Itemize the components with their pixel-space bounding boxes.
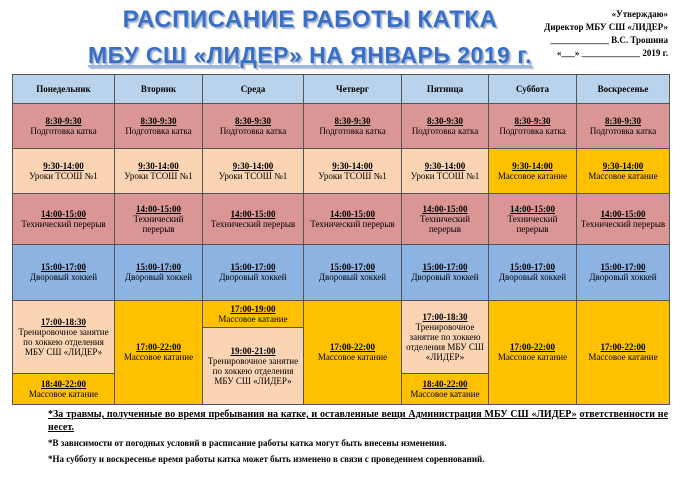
schedule-cell (13, 373, 115, 404)
cell-text: Подготовка катка (125, 126, 192, 137)
cell-text: Массовое катание (410, 388, 480, 399)
cell-text: Подготовка катка (219, 126, 287, 137)
schedule-cell (489, 300, 577, 404)
schedule-cell (203, 194, 304, 245)
cell-text: Подготовка катка (319, 126, 386, 137)
schedule-cell (304, 149, 402, 194)
cell-time: 17:00-22:00 (600, 342, 646, 353)
cell-text: Уроки ТСОШ №1 (29, 171, 98, 182)
day-header-saturday: Суббота (489, 75, 577, 104)
schedule-cell (304, 245, 402, 300)
day-header-tuesday: Вторник (115, 75, 203, 104)
cell-time: 14:00-15:00 (510, 204, 555, 215)
note-injuries (48, 408, 668, 434)
schedule-cell (489, 149, 577, 194)
cell-time: 8:30-9:30 (427, 116, 463, 127)
cell-time: 9:30-14:00 (232, 161, 274, 172)
schedule-cell (203, 104, 304, 149)
cell-text: Массовое катание (588, 352, 658, 363)
schedule-cell (402, 149, 489, 194)
cell-text: Массовое катание (28, 388, 99, 399)
cell-text: Технический перерыв (580, 219, 666, 230)
schedule-cell (203, 300, 304, 327)
cell-time: 9:30-14:00 (43, 161, 84, 172)
schedule-cell (577, 300, 670, 404)
schedule-cell (115, 149, 203, 194)
schedule-cell (489, 104, 577, 149)
cell-time: 8:30-9:30 (605, 116, 641, 127)
cell-text: Технический перерыв (133, 214, 184, 235)
note-weekend: *На субботу и воскресенье время работы катка может быть изменено в связи с проведением соревнований. (48, 454, 485, 464)
cell-time: 17:00-22:00 (136, 342, 181, 353)
cell-time: 8:30-9:30 (140, 116, 177, 127)
cell-text: Технический перерыв (21, 219, 106, 230)
table-row-break (13, 194, 670, 245)
cell-time: 15:00-17:00 (510, 262, 555, 273)
cell-text: Дворовый хоккей (411, 272, 479, 283)
cell-time: 15:00-17:00 (230, 262, 276, 273)
cell-text: Тренировочное занятие по хоккею отделения МБУ СШ «ЛИДЕР» (406, 321, 484, 362)
schedule-cell (203, 327, 304, 404)
cell-time: 14:00-15:00 (230, 209, 276, 220)
approval-line-1: «Утверждаю» (611, 9, 668, 19)
cell-time: 8:30-9:30 (514, 116, 551, 127)
cell-text: Тренировочное занятие по хоккею отделения МБУ СШ «ЛИДЕР» (18, 326, 109, 357)
cell-text: Массовое катание (497, 352, 568, 363)
note-injuries-part2: ответственности не несет. (48, 409, 669, 433)
schedule-cell (13, 300, 115, 373)
table-header-row (13, 75, 670, 104)
cell-time: 15:00-17:00 (41, 262, 86, 273)
schedule-cell (13, 104, 115, 149)
cell-time: 14:00-15:00 (422, 204, 468, 215)
cell-time: 14:00-15:00 (136, 204, 181, 215)
day-header-thursday: Четверг (304, 75, 402, 104)
schedule-cell (203, 245, 304, 300)
cell-time: 18:40-22:00 (41, 378, 86, 389)
schedule-cell (13, 245, 115, 300)
cell-time: 14:00-15:00 (600, 209, 646, 220)
schedule-cell (115, 194, 203, 245)
approval-line-3: _____________ В.С. Трошина (550, 35, 668, 45)
cell-text: Подготовка катка (30, 126, 97, 137)
schedule-cell (577, 149, 670, 194)
cell-text: Тренировочное занятие по хоккею отделения МБУ СШ «ЛИДЕР» (207, 355, 299, 386)
cell-text: Массовое катание (588, 171, 658, 182)
cell-time: 9:30-14:00 (332, 161, 373, 172)
cell-time: 17:00-18:30 (422, 311, 468, 322)
page-subtitle: МБУ СШ «ЛИДЕР» НА ЯНВАРЬ 2019 г. (88, 42, 532, 68)
notes-block (48, 408, 668, 466)
schedule-cell (577, 245, 670, 300)
note-injuries-part1: *За травмы, полученные во время пребывания на катке, и оставленные вещи Администрация МБУ СШ «ЛИДЕР» (48, 409, 577, 420)
day-header-wednesday: Среда (203, 75, 304, 104)
schedule-cell (115, 245, 203, 300)
cell-text: Технический перерыв (507, 214, 558, 235)
schedule-cell (489, 194, 577, 245)
table-row-school (13, 149, 670, 194)
cell-time: 9:30-14:00 (424, 161, 466, 172)
cell-time: 17:00-22:00 (330, 342, 375, 353)
approval-line-4: «___» _____________ 2019 г. (556, 48, 668, 58)
cell-time: 9:30-14:00 (138, 161, 179, 172)
schedule-cell (304, 104, 402, 149)
schedule-cell (402, 300, 489, 373)
schedule-cell (402, 245, 489, 300)
cell-text: Массовое катание (317, 352, 388, 363)
schedule-cell (304, 300, 402, 404)
cell-text: Массовое катание (497, 171, 568, 182)
note-weather: *В зависимости от погодных условий в расписание работы катка могут быть внесены изменения. (48, 438, 447, 448)
schedule-cell (13, 149, 115, 194)
cell-time: 15:00-17:00 (330, 262, 375, 273)
cell-text: Подготовка катка (411, 126, 479, 137)
cell-time: 9:30-14:00 (512, 161, 553, 172)
approval-block (492, 8, 668, 60)
cell-text: Технический перерыв (210, 219, 296, 230)
schedule-cell (402, 104, 489, 149)
schedule-cell (402, 373, 489, 404)
cell-time: 17:00-22:00 (510, 342, 555, 353)
cell-text: Дворовый хоккей (589, 272, 657, 283)
cell-time: 14:00-15:00 (330, 209, 375, 220)
cell-text: Подготовка катка (499, 126, 566, 137)
cell-text: Подготовка катка (589, 126, 657, 137)
cell-text: Технический перерыв (310, 219, 395, 230)
cell-text: Уроки ТСОШ №1 (218, 171, 288, 182)
cell-time: 17:00-18:30 (41, 316, 86, 327)
cell-time: 17:00-19:00 (230, 303, 276, 314)
cell-time: 15:00-17:00 (600, 262, 646, 273)
cell-time: 15:00-17:00 (422, 262, 468, 273)
cell-time: 8:30-9:30 (334, 116, 371, 127)
cell-time: 8:30-9:30 (235, 116, 271, 127)
schedule-cell (402, 194, 489, 245)
day-header-monday: Понедельник (13, 75, 115, 104)
schedule-cell (577, 194, 670, 245)
day-header-friday: Пятница (402, 75, 489, 104)
cell-text: Дворовый хоккей (318, 272, 387, 283)
cell-time: 18:40-22:00 (422, 378, 468, 389)
schedule-cell (115, 104, 203, 149)
table-row-evening-a (13, 300, 670, 327)
cell-text: Уроки ТСОШ №1 (124, 171, 193, 182)
cell-text: Дворовый хоккей (219, 272, 287, 283)
table-row-hockey (13, 245, 670, 300)
cell-text: Массовое катание (123, 352, 194, 363)
cell-text: Уроки ТСОШ №1 (410, 171, 480, 182)
cell-text: Дворовый хоккей (29, 272, 98, 283)
schedule-cell (115, 300, 203, 404)
schedule-table (12, 74, 670, 405)
cell-time: 14:00-15:00 (41, 209, 86, 220)
schedule-cell (577, 104, 670, 149)
schedule-cell (13, 194, 115, 245)
table-row-preparation (13, 104, 670, 149)
cell-time: 9:30-14:00 (602, 161, 644, 172)
cell-text: Дворовый хоккей (498, 272, 567, 283)
schedule-cell (304, 194, 402, 245)
cell-time: 15:00-17:00 (136, 262, 181, 273)
approval-line-2: Директор МБУ СШ «ЛИДЕР» (544, 22, 668, 32)
cell-time: 19:00-21:00 (230, 345, 276, 356)
schedule-cell (203, 149, 304, 194)
cell-text: Технический перерыв (420, 214, 470, 235)
cell-text: Дворовый хоккей (124, 272, 193, 283)
schedule-cell (489, 245, 577, 300)
cell-text: Массовое катание (218, 313, 288, 324)
cell-text: Уроки ТСОШ №1 (318, 171, 387, 182)
cell-time: 8:30-9:30 (45, 116, 82, 127)
day-header-sunday: Воскресенье (577, 75, 670, 104)
page-title: РАСПИСАНИЕ РАБОТЫ КАТКА (122, 6, 498, 33)
